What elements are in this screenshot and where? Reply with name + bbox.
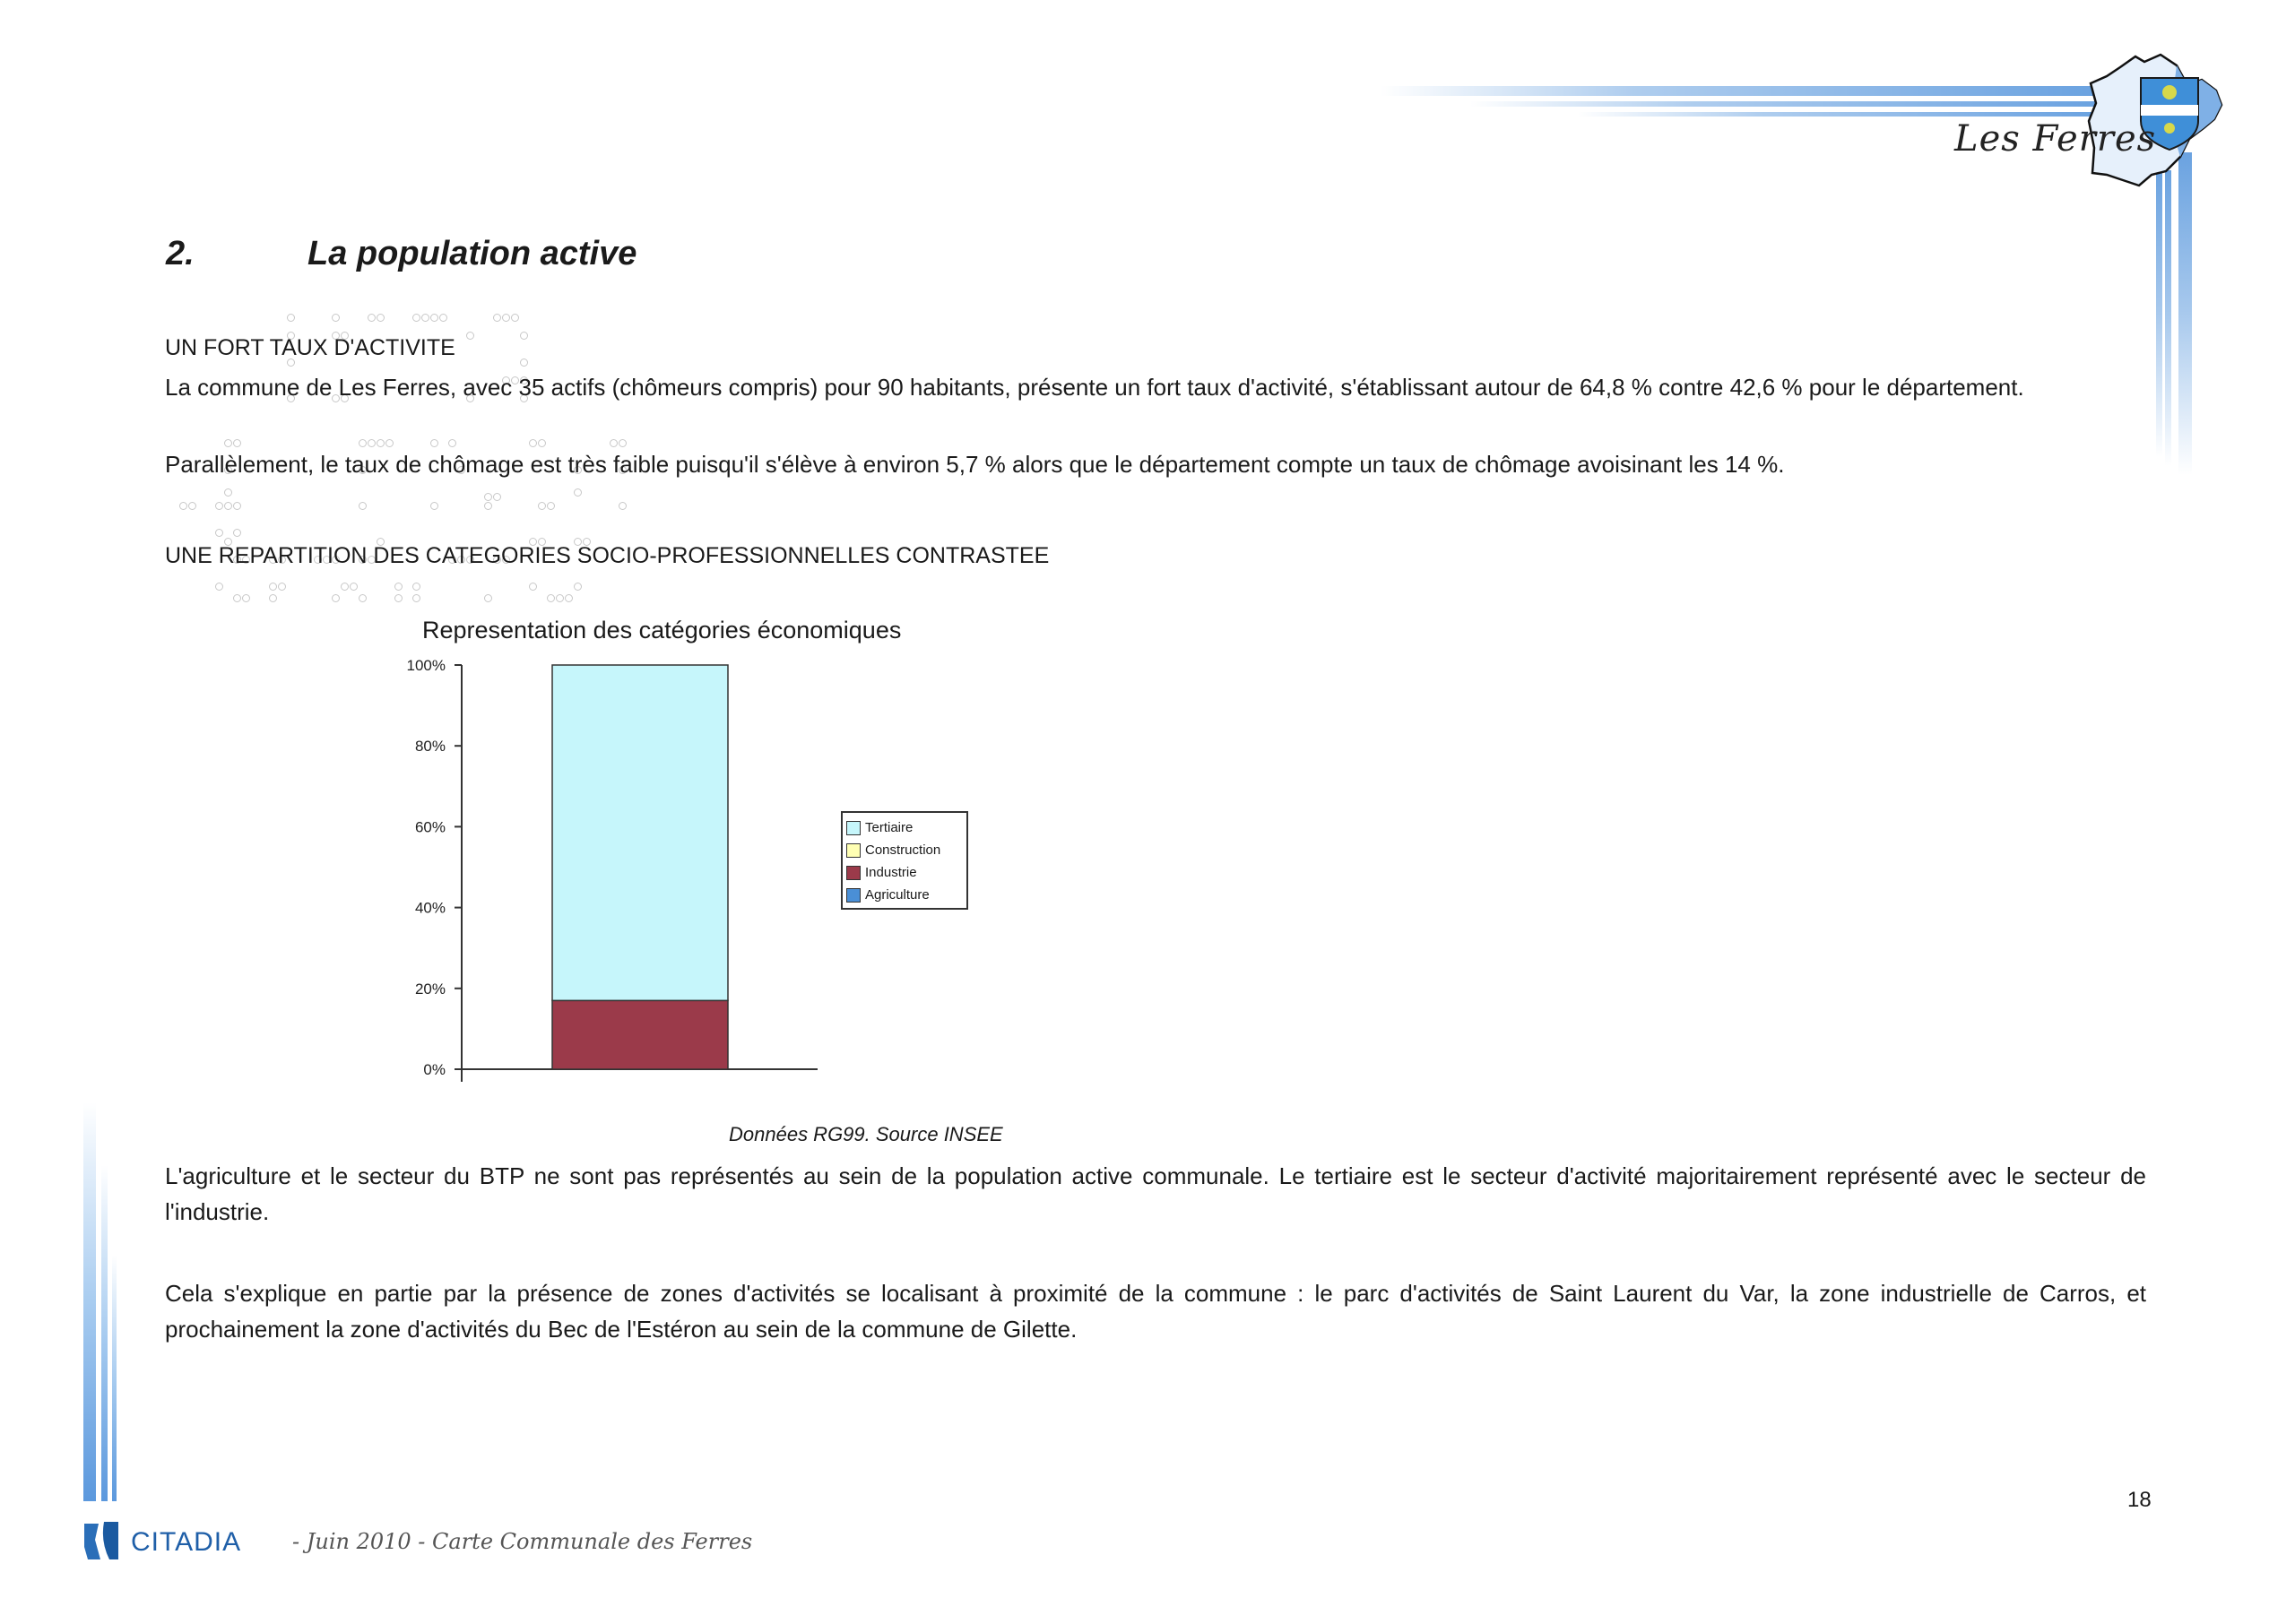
footer-vertical-stripe [83, 1102, 96, 1501]
footer-brand: CITADIA [131, 1527, 242, 1557]
header-vertical-stripe [2178, 152, 2192, 475]
y-tick-label: 20% [414, 980, 446, 998]
section-title: La population active [307, 235, 637, 272]
y-tick-label: 100% [406, 657, 446, 674]
paragraph-activity: La commune de Les Ferres, avec 35 actifs (chômeurs compris) pour 90 habitants, présente un fort taux d'activité, s'établissant autour de 64,8 % contre 42,6 % pour le département. [165, 374, 2024, 401]
bar-segment-industrie [552, 1000, 728, 1069]
y-tick-label: 0% [423, 1061, 446, 1078]
header-brand: Les Ferres [1954, 118, 2157, 160]
bar-segment-tertiaire [552, 665, 728, 1000]
legend-label: Construction [865, 842, 941, 858]
legend-item-agriculture [846, 884, 963, 906]
stacked-bar-chart [0, 0, 1076, 1255]
legend-label: Tertiaire [865, 820, 914, 835]
header-stripe [1381, 86, 2098, 96]
citadia-logo-icon [82, 1520, 127, 1561]
page-number: 18 [2127, 1488, 2152, 1512]
paragraph-unemployment: Parallèlement, le taux de chômage est très faible puisqu'il s'élève à environ 5,7 % alors que le département compte un taux de chômage avoisinant les 14 %. [165, 451, 1785, 478]
legend-item-construction [846, 839, 963, 861]
header-stripe [1578, 112, 2098, 117]
subtitle-activity-rate: UN FORT TAUX D'ACTIVITE [165, 335, 455, 360]
paragraph-activity-zones: Cela s'explique en partie par la présence de zones d'activités se localisant à proximité de la commune : le parc d'activités de Saint Laurent du Var, la zone industrielle de Carros, et prochainement la zone d'activités du Bec de l'Estéron au sein de la commune de Gilette. [165, 1280, 2146, 1343]
legend-label: Industrie [865, 865, 917, 880]
chart-legend [841, 811, 968, 910]
header-vertical-stripe [2165, 170, 2171, 466]
footer-vertical-stripe [112, 1255, 117, 1501]
legend-item-industrie [846, 861, 963, 884]
header-stripe [1470, 101, 2098, 107]
chart-title: Representation des catégories économiques [422, 617, 902, 644]
y-tick-label: 60% [414, 818, 446, 836]
legend-swatch [846, 888, 861, 903]
footer-subtitle: - Juin 2010 - Carte Communale des Ferres [292, 1529, 753, 1554]
legend-swatch [846, 843, 861, 858]
subtitle-socio-categories: UNE REPARTITION DES CATEGORIES SOCIO-PROFESSIONNELLES CONTRASTEE [165, 543, 1050, 568]
legend-item-tertiaire [846, 816, 963, 839]
chart-source: Données RG99. Source INSEE [729, 1123, 1003, 1145]
y-tick-label: 80% [414, 738, 446, 756]
header-vertical-stripe [2156, 170, 2162, 457]
y-tick-label: 40% [414, 899, 446, 917]
legend-swatch [846, 866, 861, 880]
legend-swatch [846, 821, 861, 835]
legend-label: Agriculture [865, 887, 930, 903]
section-number: 2. [166, 235, 195, 272]
footer-vertical-stripe [101, 1165, 108, 1501]
paragraph-sectors: L'agriculture et le secteur du BTP ne sont pas représentés au sein de la population active communale. Le tertiaire est le secteur d'activité majoritairement représenté avec le secteur de l'industrie. [165, 1162, 2146, 1225]
